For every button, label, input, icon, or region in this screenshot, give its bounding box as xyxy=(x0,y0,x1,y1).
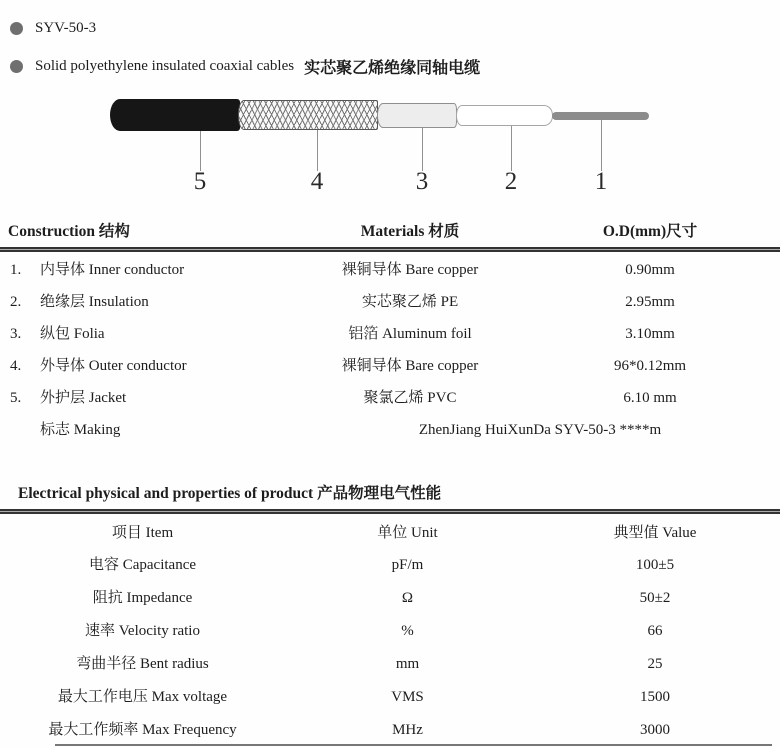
typical-value: 25 xyxy=(647,656,663,672)
table-row xyxy=(0,549,780,582)
row-number: 4. xyxy=(10,358,22,374)
unit-value: Ω xyxy=(401,590,414,606)
unit-header: 单位 Unit xyxy=(377,525,438,541)
bullet-icon xyxy=(10,60,23,73)
table-row xyxy=(0,615,780,648)
construction-name: 标志 Making xyxy=(40,422,121,438)
item-header: 项目 Item xyxy=(111,525,174,541)
section-rule xyxy=(0,509,780,514)
bullet-icon xyxy=(10,22,23,35)
table-row xyxy=(0,350,780,382)
product-code-line xyxy=(10,20,96,36)
cable-foil-layer xyxy=(377,103,457,128)
cable-inner-conductor xyxy=(552,112,649,120)
leader-line-5 xyxy=(200,131,201,171)
row-number: 3. xyxy=(10,326,22,342)
cable-braid-layer xyxy=(238,100,378,130)
item-label: 电容 Capacitance xyxy=(88,557,197,573)
table-row xyxy=(0,318,780,350)
table-bottom-rule xyxy=(55,744,772,746)
construction-header: Construction 结构 xyxy=(8,223,130,240)
item-label: 弯曲半径 Bent radius xyxy=(76,656,209,672)
material-value: 实芯聚乙烯 PE xyxy=(361,294,459,310)
construction-name: 绝缘层 Insulation xyxy=(40,294,149,310)
making-value: ZhenJiang HuiXunDa SYV-50-3 ****m xyxy=(418,422,662,438)
diagram-label-1: 1 xyxy=(594,168,608,195)
od-value: 96*0.12mm xyxy=(613,358,687,374)
value-header: 典型值 Value xyxy=(613,525,697,541)
construction-table xyxy=(0,254,780,446)
od-header: O.D(mm)尺寸 xyxy=(602,223,698,240)
cable-jacket-layer xyxy=(110,99,240,131)
diagram-label-3: 3 xyxy=(415,168,429,195)
electrical-section-title: Electrical physical and properties of product 产品物理电气性能 xyxy=(18,485,442,502)
cable-insulation-layer xyxy=(456,105,553,126)
construction-name: 外护层 Jacket xyxy=(40,390,127,406)
unit-value: % xyxy=(401,623,414,639)
construction-name: 纵包 Folia xyxy=(40,326,105,342)
material-value: 铝箔 Aluminum foil xyxy=(348,326,472,342)
product-description-line xyxy=(10,57,481,77)
construction-name: 内导体 Inner conductor xyxy=(40,262,185,278)
table-row xyxy=(0,254,780,286)
material-value: 裸铜导体 Bare copper xyxy=(341,262,479,278)
od-value: 6.10 mm xyxy=(623,390,677,406)
product-description-en: Solid polyethylene insulated coaxial cables xyxy=(35,57,295,74)
row-number: 2. xyxy=(10,294,22,310)
od-value: 3.10mm xyxy=(625,326,675,342)
product-description-zh: 实芯聚乙烯绝缘同轴电缆 xyxy=(304,59,481,77)
item-label: 速率 Velocity ratio xyxy=(85,623,200,639)
table-row xyxy=(0,648,780,681)
construction-name: 外导体 Outer conductor xyxy=(40,358,187,374)
leader-line-1 xyxy=(601,120,602,171)
product-code: SYV-50-3 xyxy=(35,19,97,36)
typical-value: 1500 xyxy=(640,689,670,705)
table-row-making xyxy=(0,414,780,446)
typical-value: 50±2 xyxy=(639,590,671,606)
diagram-label-4: 4 xyxy=(310,168,324,195)
construction-table-header xyxy=(0,219,780,241)
typical-value: 100±5 xyxy=(635,557,675,573)
diagram-label-5: 5 xyxy=(193,168,207,195)
leader-line-3 xyxy=(422,128,423,171)
leader-line-4 xyxy=(317,130,318,171)
table-row xyxy=(0,582,780,615)
typical-value: 66 xyxy=(647,623,663,639)
od-value: 0.90mm xyxy=(625,262,675,278)
material-value: 聚氯乙烯 PVC xyxy=(363,390,457,406)
table-row xyxy=(0,681,780,714)
material-value: 裸铜导体 Bare copper xyxy=(341,358,479,374)
table-row xyxy=(0,286,780,318)
table-row xyxy=(0,714,780,747)
electrical-table-header xyxy=(0,521,780,542)
diagram-label-2: 2 xyxy=(504,168,518,195)
unit-value: MHz xyxy=(392,722,423,738)
row-number: 5. xyxy=(10,390,22,406)
row-number: 1. xyxy=(10,262,22,278)
unit-value: VMS xyxy=(391,689,424,705)
electrical-table xyxy=(0,549,780,747)
materials-header: Materials 材质 xyxy=(360,223,460,240)
leader-line-2 xyxy=(511,126,512,171)
unit-value: mm xyxy=(395,656,420,672)
table-row xyxy=(0,382,780,414)
header-rule xyxy=(0,247,780,252)
item-label: 阻抗 Impedance xyxy=(92,590,193,606)
typical-value: 3000 xyxy=(640,722,670,738)
unit-value: pF/m xyxy=(391,557,424,573)
item-label: 最大工作频率 Max Frequency xyxy=(48,722,237,738)
item-label: 最大工作电压 Max voltage xyxy=(57,689,228,705)
od-value: 2.95mm xyxy=(625,294,675,310)
